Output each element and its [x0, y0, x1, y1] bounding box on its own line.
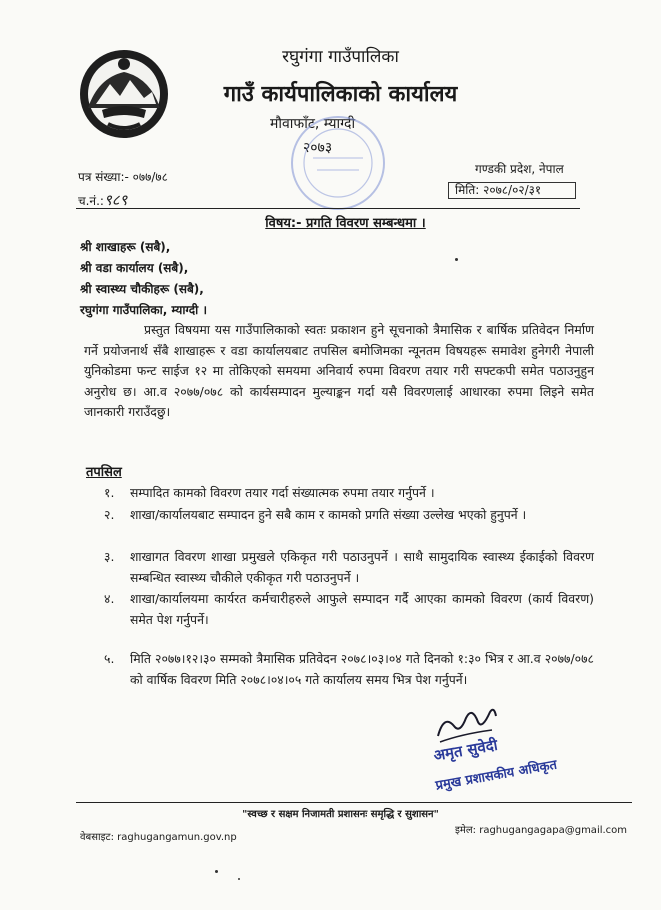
item-number: ४.: [104, 591, 115, 606]
item-text: शाखा/कार्यालयबाट सम्पादन हुने सबै काम र कामको प्रगति संख्या उल्लेख भएको हुनुपर्ने ।: [130, 507, 527, 522]
signatory-title: प्रमुख प्रशासकीय अधिकृत: [434, 757, 559, 794]
footer-email: इमेल: raghugangagapa@gmail.com: [455, 825, 628, 836]
recipient-4: रघुगंगा गाउँपालिका, म्याग्दी ।: [80, 303, 208, 317]
tapasil-item-3: [104, 546, 594, 588]
tapasil-item-4: [104, 588, 594, 630]
subject-text: विषय:- प्रगति विवरण सम्बन्धमा ।: [265, 216, 426, 231]
footer-motto: "स्वच्छ र सक्षम निजामती प्रशासनः समृद्धि र सुशासन": [242, 809, 439, 820]
item-number: ३.: [104, 549, 115, 564]
tapasil-item-2: [104, 504, 594, 525]
municipality-name: रघुगंगा गाउँपालिका: [282, 47, 399, 67]
established-year: २०७३: [303, 140, 333, 156]
tapasil-item-5: [104, 648, 594, 690]
dispatch-number: [78, 190, 127, 210]
office-address: मौवाफाँट, म्याग्दी: [270, 116, 356, 132]
recipient-1: श्री शाखाहरू (सबै),: [80, 240, 171, 254]
item-number: ५.: [104, 651, 115, 666]
province: गण्डकी प्रदेश, नेपाल: [475, 162, 564, 176]
letter-date: मिति: २०७८/०२/३१: [448, 182, 576, 199]
tapasil-heading: तपसिल: [86, 465, 122, 480]
item-text: मिति २०७७।१२।३० सम्मको त्रैमासिक प्रतिवेदन २०७८।०३।०४ गते दिनको १:३० भित्र र आ.व २०७७/०७८ को वार्षिक विवरण मिति २०७८।०४।०५ गते कार्यालय समय भित्र पेश गर्नुपर्ने।: [130, 651, 594, 687]
letter-number: पत्र संख्या:- ०७७/७८: [78, 170, 168, 184]
dispatch-number-value: ९८९: [103, 191, 128, 209]
subject-line: [0, 213, 661, 231]
item-number: १.: [104, 485, 115, 500]
header-divider: [76, 208, 580, 209]
item-number: २.: [104, 507, 115, 522]
footer-website: वेबसाइट: raghugangamun.gov.np: [80, 832, 237, 843]
body-paragraph: प्रस्तुत विषयमा यस गाउँपालिकाको स्वतः प्रकाशन हुने सूचनाको त्रैमासिक र बार्षिक प्रतिवेदन निर्माण गर्ने प्रयोजनार्थ सँबै शाखाहरू र वडा कार्यालयबाट तपसिल बमोजिमका न्यूनतम विषयहरू समावेश हुनेगरी नेपाली युनिकोडमा फन्ट साईज १२ मा तोकिएको समयमा अनिवार्य रुपमा विवरण तयार गरी सफ्टकपी समेत पठाउनुहुन अनुरोध छ। आ.व २०७७/०७८ को कार्यसम्पादन मुल्याङ्कन गर्दा यसै विवरणलाई आधारका रुपमा लिइने समेत जानकारी गराउँदछु।: [84, 322, 594, 419]
scan-speck: [238, 878, 240, 880]
item-text: सम्पादित कामको विवरण तयार गर्दा संख्यात्मक रुपमा तयार गर्नुपर्ने ।: [130, 485, 435, 500]
office-name: गाउँ कार्यपालिकाको कार्यालय: [223, 82, 458, 107]
scan-speck: [215, 870, 218, 873]
scan-speck: [455, 258, 458, 261]
recipient-2: श्री वडा कार्यालय (सबै),: [80, 261, 189, 275]
item-text: शाखा/कार्यालयमा कार्यरत कर्मचारीहरुले आफुले सम्पादन गर्दै आएका कामको विवरण (कार्य विवरण) समेत पेश गर्नुपर्ने।: [130, 591, 594, 627]
item-text: शाखागत विवरण शाखा प्रमुखले एकिकृत गरी पठाउनुपर्ने । साथै सामुदायिक स्वास्थ्य ईकाईको विवरण सम्बन्धित स्वास्थ्य चौकीले एकीकृत गरी पठाउनुपर्ने ।: [130, 549, 594, 585]
dispatch-number-label: च.नं.:: [78, 194, 104, 208]
recipient-3: श्री स्वास्थ्य चौकीहरू (सबै),: [80, 282, 204, 296]
tapasil-item-1: [104, 482, 594, 503]
office-stamp-icon: [283, 108, 393, 218]
signatory-name: अमृत सुवेदी: [432, 735, 499, 765]
footer-divider: [76, 802, 632, 803]
